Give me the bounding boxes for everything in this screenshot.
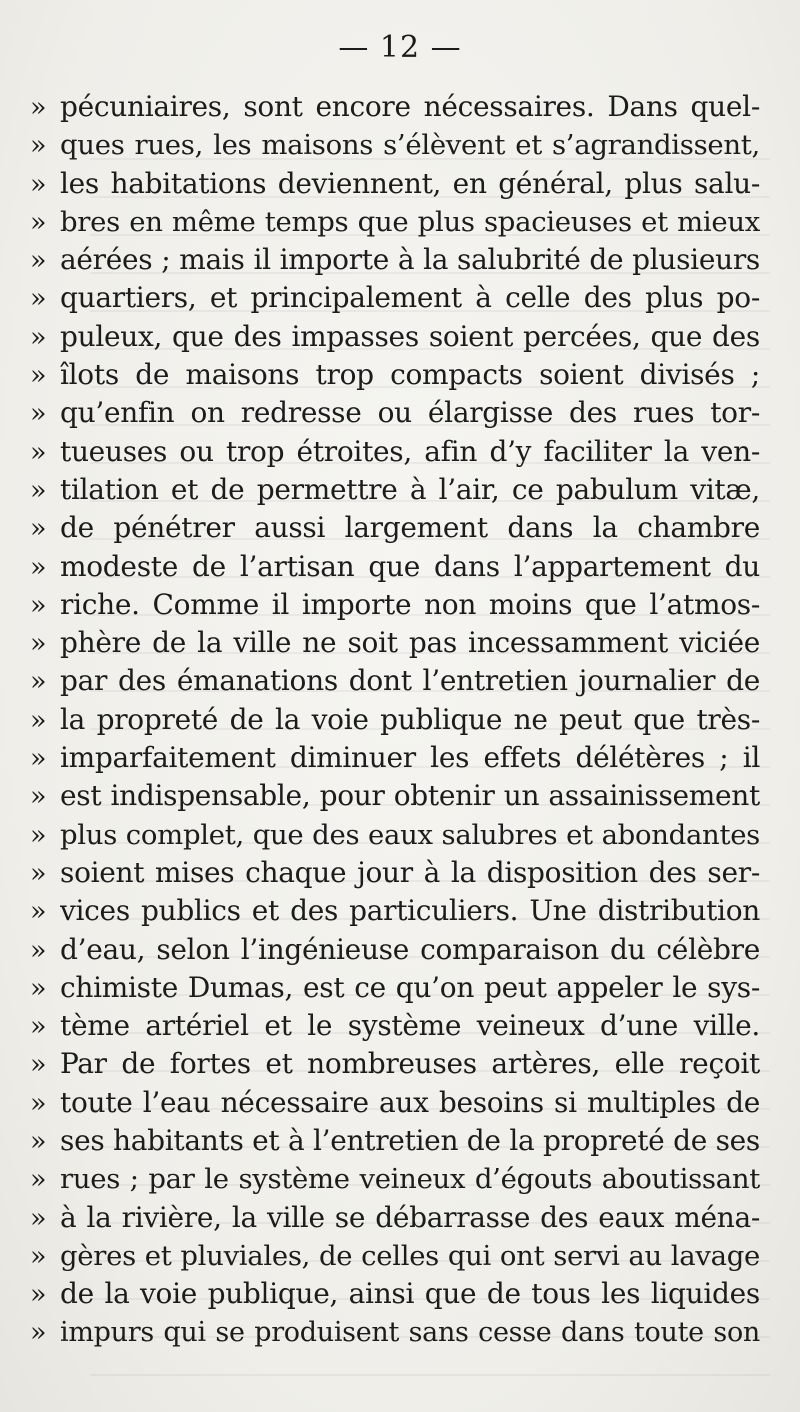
line-text: gères et pluviales, de celles qui ont servi au lavage bbox=[60, 1239, 760, 1272]
line-text: toute l’eau nécessaire aux besoins si multiples de bbox=[60, 1085, 760, 1119]
quote-mark: » bbox=[30, 857, 47, 889]
line-text: pécuniaires, sont encore nécessaires. Dans quel- bbox=[60, 90, 760, 123]
text-line bbox=[30, 739, 760, 777]
quote-mark: » bbox=[30, 130, 47, 162]
text-line bbox=[30, 816, 760, 854]
quote-mark: » bbox=[30, 1279, 47, 1311]
text-line bbox=[30, 433, 760, 471]
text-line bbox=[30, 318, 760, 356]
quote-mark: » bbox=[30, 972, 47, 1004]
quote-mark: » bbox=[30, 474, 47, 506]
text-line bbox=[30, 394, 760, 432]
line-text: ques rues, les maisons s’élèvent et s’agrandissent, bbox=[60, 129, 760, 162]
quote-mark: » bbox=[30, 666, 47, 698]
body-text bbox=[30, 88, 760, 1352]
text-line bbox=[30, 548, 760, 586]
quote-mark: » bbox=[30, 283, 47, 315]
line-text: tème artériel et le système veineux d’une ville. bbox=[60, 1009, 760, 1043]
quote-mark: » bbox=[30, 589, 47, 621]
line-text: soient mises chaque jour à la disposition des ser- bbox=[60, 855, 760, 889]
quote-mark: » bbox=[30, 513, 47, 545]
line-text: tilation et de permettre à l’air, ce pabulum vitæ, bbox=[60, 472, 760, 506]
quote-mark: » bbox=[30, 168, 47, 200]
text-line bbox=[30, 1045, 760, 1083]
text-line bbox=[30, 356, 760, 394]
line-text: la propreté de la voie publique ne peut que très- bbox=[60, 702, 760, 736]
line-text: de la voie publique, ainsi que de tous les liquides bbox=[60, 1277, 760, 1311]
quote-mark: » bbox=[30, 360, 47, 392]
text-line bbox=[30, 1007, 760, 1045]
line-text: bres en même temps que plus spacieuses et mieux bbox=[60, 205, 760, 238]
quote-mark: » bbox=[30, 1164, 47, 1196]
text-line bbox=[30, 1237, 760, 1275]
quote-mark: » bbox=[30, 1049, 47, 1081]
line-text: d’eau, selon l’ingénieuse comparaison du célèbre bbox=[60, 932, 760, 966]
quote-mark: » bbox=[30, 1011, 47, 1043]
quote-mark: » bbox=[30, 436, 47, 468]
text-line bbox=[30, 701, 760, 739]
quote-mark: » bbox=[30, 1240, 47, 1272]
text-line bbox=[30, 854, 760, 892]
line-text: puleux, que des impasses soient percées, que des bbox=[60, 319, 760, 353]
text-line bbox=[30, 1314, 760, 1352]
quote-mark: » bbox=[30, 92, 47, 123]
text-line bbox=[30, 279, 760, 317]
text-line bbox=[30, 203, 760, 241]
text-line bbox=[30, 586, 760, 624]
line-text: les habitations deviennent, en général, plus salu- bbox=[60, 166, 760, 200]
text-line bbox=[30, 88, 760, 126]
quote-mark: » bbox=[30, 1202, 47, 1234]
quote-mark: » bbox=[30, 628, 47, 660]
line-text: îlots de maisons trop compacts soient divisés ; bbox=[60, 358, 760, 392]
line-text: à la rivière, la ville se débarrasse des eaux ména- bbox=[60, 1200, 760, 1234]
quote-mark: » bbox=[30, 206, 47, 238]
text-line bbox=[30, 662, 760, 700]
quote-mark: » bbox=[30, 398, 47, 430]
quote-mark: » bbox=[30, 896, 47, 928]
line-text: modeste de l’artisan que dans l’appartement du bbox=[60, 549, 760, 583]
text-line bbox=[30, 1275, 760, 1313]
quote-mark: » bbox=[30, 743, 47, 775]
quote-mark: » bbox=[30, 321, 47, 353]
line-text: impurs qui se produisent sans cesse dans toute son bbox=[60, 1316, 760, 1348]
text-line bbox=[30, 969, 760, 1007]
text-line bbox=[30, 509, 760, 547]
quote-mark: » bbox=[30, 245, 47, 277]
line-text: plus complet, que des eaux salubres et abondantes bbox=[60, 818, 760, 851]
line-text: est indispensable, pour obtenir un assainissement bbox=[60, 779, 760, 813]
text-line bbox=[30, 1084, 760, 1122]
text-line bbox=[30, 1122, 760, 1160]
text-line bbox=[30, 777, 760, 815]
line-text: vices publics et des particuliers. Une distribution bbox=[60, 894, 760, 928]
text-line bbox=[30, 471, 760, 509]
quote-mark: » bbox=[30, 819, 47, 851]
text-line bbox=[30, 165, 760, 203]
text-line bbox=[30, 126, 760, 164]
quote-mark: » bbox=[30, 1126, 47, 1158]
line-text: de pénétrer aussi largement dans la chambre bbox=[60, 511, 760, 545]
quote-mark: » bbox=[30, 781, 47, 813]
line-text: rues ; par le système veineux d’égouts aboutissant bbox=[60, 1163, 760, 1196]
line-text: aérées ; mais il importe à la salubrité de plusieurs bbox=[60, 243, 760, 277]
text-line bbox=[30, 1160, 760, 1198]
text-line bbox=[30, 931, 760, 969]
line-text: riche. Comme il importe non moins que l’atmos- bbox=[60, 587, 760, 621]
quote-mark: » bbox=[30, 1087, 47, 1119]
line-text: quartiers, et principalement à celle des plus po- bbox=[60, 281, 760, 315]
line-text: par des émanations dont l’entretien journalier de bbox=[60, 664, 760, 698]
line-text: imparfaitement diminuer les effets délétères ; il bbox=[60, 741, 760, 775]
text-line bbox=[30, 1199, 760, 1237]
line-text: tueuses ou trop étroites, afin d’y faciliter la ven- bbox=[60, 434, 760, 468]
line-text: qu’enfin on redresse ou élargisse des rues tor- bbox=[60, 396, 760, 430]
text-line bbox=[30, 624, 760, 662]
line-text: phère de la ville ne soit pas incessamment viciée bbox=[60, 626, 760, 660]
text-line bbox=[30, 892, 760, 930]
line-text: chimiste Dumas, est ce qu’on peut appeler le sys- bbox=[60, 970, 760, 1004]
page-number: — 12 — bbox=[338, 30, 462, 65]
text-line bbox=[30, 241, 760, 279]
line-text: Par de fortes et nombreuses artères, elle reçoit bbox=[60, 1047, 760, 1081]
quote-mark: » bbox=[30, 704, 47, 736]
quote-mark: » bbox=[30, 934, 47, 966]
line-text: ses habitants et à l’entretien de la propreté de ses bbox=[60, 1124, 760, 1158]
quote-mark: » bbox=[30, 1316, 47, 1348]
quote-mark: » bbox=[30, 551, 47, 583]
